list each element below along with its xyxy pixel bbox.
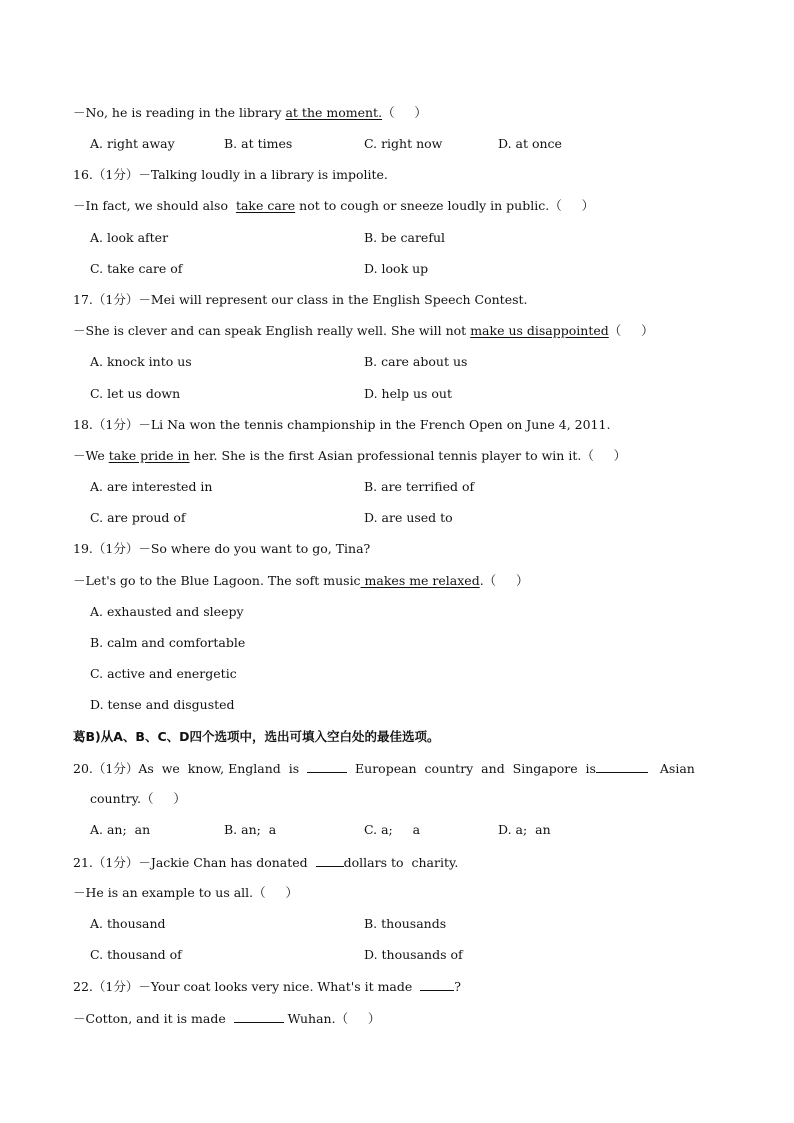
q21-question: 21.（1分）－Jackie Chan has donated dollars to charity. — [73, 855, 459, 870]
q18-option-c[interactable]: C. are proud of — [90, 510, 186, 525]
q17-dialog-reply: －She is clever and can speak English really well. She will not make us disappointed（ ） — [73, 323, 654, 338]
q21-option-c[interactable]: C. thousand of — [90, 947, 182, 962]
q18-option-d[interactable]: D. are used to — [364, 510, 453, 525]
q15-dialog-reply: －No, he is reading in the library at the moment.（ ） — [73, 105, 427, 120]
q16-dialog-reply: －In fact, we should also take care not to cough or sneeze loudly in public.（ ） — [73, 198, 595, 213]
q17-option-b[interactable]: B. care about us — [364, 354, 468, 369]
q20-question-cont: country.（ ） — [90, 791, 186, 806]
q18-question: 18.（1分）－Li Na won the tennis championship in the French Open on June 4, 2011. — [73, 417, 611, 432]
q20-question: 20.（1分）As we know, England is European country and Singapore is Asian — [73, 761, 695, 776]
q16-question: 16.（1分）－Talking loudly in a library is impolite. — [73, 167, 388, 182]
q19-option-c[interactable]: C. active and energetic — [90, 666, 237, 681]
q21-dialog-reply: －He is an example to us all.（ ） — [73, 885, 299, 900]
q15-option-d[interactable]: D. at once — [498, 136, 562, 151]
q22-question: 22.（1分）－Your coat looks very nice. What's it made ? — [73, 979, 461, 994]
q15-option-a[interactable]: A. right away — [90, 136, 175, 151]
q20-option-d[interactable]: D. a; an — [498, 822, 551, 837]
q15-option-c[interactable]: C. right now — [364, 136, 443, 151]
q21-option-b[interactable]: B. thousands — [364, 916, 447, 931]
q20-blank-2[interactable] — [596, 760, 648, 773]
q19-option-d[interactable]: D. tense and disgusted — [90, 697, 235, 712]
q22-dialog-reply: －Cotton, and it is made Wuhan.（ ） — [73, 1011, 381, 1026]
q21-blank[interactable] — [316, 854, 344, 867]
q17-option-d[interactable]: D. help us out — [364, 386, 452, 401]
q18-option-b[interactable]: B. are terrified of — [364, 479, 475, 494]
q16-option-b[interactable]: B. be careful — [364, 230, 446, 245]
q16-option-c[interactable]: C. take care of — [90, 261, 183, 276]
q19-option-a[interactable]: A. exhausted and sleepy — [90, 604, 244, 619]
q21-option-a[interactable]: A. thousand — [90, 916, 166, 931]
q18-dialog-reply: －We take pride in her. She is the first Asian professional tennis player to win it.（ ） — [73, 448, 627, 463]
q20-option-c[interactable]: C. a; a — [364, 822, 421, 837]
q20-option-b[interactable]: B. an; a — [224, 822, 277, 837]
q16-option-d[interactable]: D. look up — [364, 261, 429, 276]
q18-option-a[interactable]: A. are interested in — [90, 479, 213, 494]
q19-question: 19.（1分）－So where do you want to go, Tina? — [73, 541, 371, 556]
q22-blank-2[interactable] — [234, 1010, 284, 1023]
q19-dialog-reply: －Let's go to the Blue Lagoon. The soft music makes me relaxed.（ ） — [73, 573, 529, 588]
q17-option-c[interactable]: C. let us down — [90, 386, 181, 401]
q17-question: 17.（1分）－Mei will represent our class in the English Speech Contest. — [73, 292, 528, 307]
q15-option-b[interactable]: B. at times — [224, 136, 293, 151]
q20-option-a[interactable]: A. an; an — [90, 822, 151, 837]
q16-option-a[interactable]: A. look after — [90, 230, 169, 245]
q17-option-a[interactable]: A. knock into us — [90, 354, 192, 369]
section-b-heading: 葛B)从A、B、C、D四个选项中，选出可填入空白处的最佳选项。 — [73, 729, 440, 744]
q21-option-d[interactable]: D. thousands of — [364, 947, 463, 962]
q19-option-b[interactable]: B. calm and comfortable — [90, 635, 246, 650]
q20-blank-1[interactable] — [307, 760, 347, 773]
q22-blank-1[interactable] — [420, 978, 454, 991]
